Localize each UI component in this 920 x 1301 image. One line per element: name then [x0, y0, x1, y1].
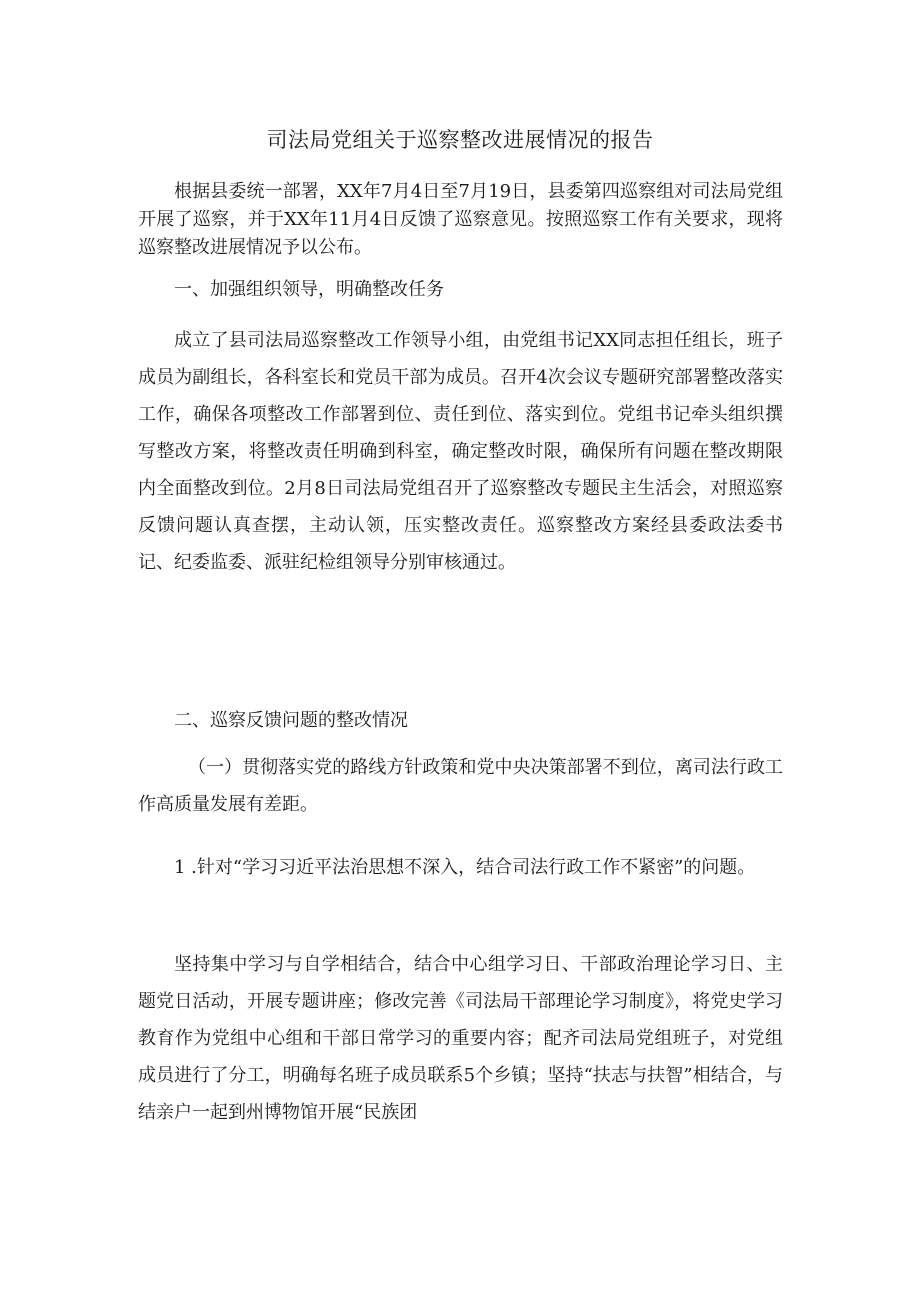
subsection-1: （一）贯彻落实党的路线方针政策和党中央决策部署不到位，离司法行政工作高质量发展有差距。: [138, 757, 783, 815]
document-title: 司法局党组关于巡察整改进展情况的报告: [266, 128, 654, 152]
section-1-body: 成立了县司法局巡察整改工作领导小组，由党组书记XX同志担任组长，班子成员为副组长，各科室长和党员干部为成员。召开4次会议专题研究部署整改落实工作，确保各项整改工作部署到位、责任到位、落实到位。党组书记牵头组织撰写整改方案，将整改责任明确到科室，确定整改时限，确保所有问题在整改期限内全面整改到位。2月8日司法局党组召开了巡察整改专题民主生活会，对照巡察反馈问题认真查摆，主动认领，压实整改责任。巡察整改方案经县委政法委书记、纪委监委、派驻纪检组领导分别审核通过。: [138, 330, 783, 573]
section-1-heading: 一、加强组织领导，明确整改任务: [174, 279, 444, 300]
item-1-heading: 1 .针对“学习习近平法治思想不深入，结合司法行政工作不紧密”的问题。: [174, 857, 756, 878]
intro-paragraph: 根据县委统一部署，XX年7月4日至7月19日，县委第四巡察组对司法局党组开展了巡察，并于XX年11月4日反馈了巡察意见。按照巡察工作有关要求，现将巡察整改进展情况予以公布。: [138, 181, 783, 258]
section-2-heading: 二、巡察反馈问题的整改情况: [174, 710, 408, 731]
item-1-body: 坚持集中学习与自学相结合，结合中心组学习日、干部政治理论学习日、主题党日活动，开展专题讲座；修改完善《司法局干部理论学习制度》，将党史学习教育作为党组中心组和干部日常学习的重要内容；配齐司法局党组班子，对党组成员进行了分工，明确每名班子成员联系5个乡镇；坚持“扶志与扶智”相结合，与结亲户一起到州博物馆开展“民族团: [138, 954, 783, 1123]
